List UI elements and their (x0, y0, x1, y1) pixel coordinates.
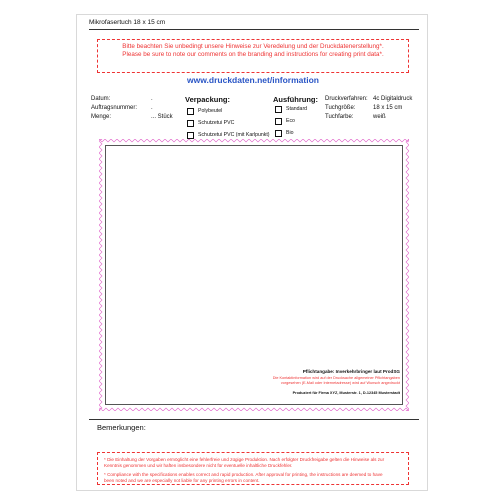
checkbox[interactable] (187, 132, 194, 139)
product-title: Mikrofasertuch 18 x 15 cm (89, 19, 166, 26)
proof-note-1: Die Kontaktinformation wird auf der Drucksache allgemeiner Pflichtangaben (272, 376, 400, 380)
checkbox[interactable] (275, 106, 282, 113)
print-method-value: 4c Digitaldruck (373, 96, 413, 102)
quantity-label: Menge: (91, 114, 112, 120)
spec-labels (325, 95, 368, 122)
proof-title: Pflichtangabe: Inverkehrbringer laut ProdSG (302, 369, 400, 374)
execution-option[interactable]: Standard (275, 103, 307, 115)
print-area (99, 139, 409, 411)
checkbox[interactable] (187, 120, 194, 127)
execution-heading: Ausführung: (273, 95, 318, 104)
order-number-value[interactable]: . (151, 105, 153, 111)
branding-notice (97, 39, 409, 73)
print-method-label: Druckverfahren: (325, 96, 368, 102)
packaging-heading: Verpackung: (185, 95, 231, 104)
packaging-option[interactable]: Schutzetui PVC (187, 117, 270, 129)
footer-de-2: Kenntnis genommen und wir haften insbesondere nicht für eventuelle inhaltliche Druckfehler. (104, 463, 293, 468)
packaging-options (187, 105, 270, 141)
cloth-color-label: Tuchfarbe: (325, 114, 354, 120)
remarks-divider (89, 419, 419, 420)
footer-de-1: * Die Einhaltung der Vorgaben ermöglicht eine fehlerfreie und zügige Produktion. Nach erfolgter Druckfreigabe gelten die Hinweise als zur (104, 457, 385, 462)
druckdaten-link[interactable]: www.druckdaten.net/information (187, 75, 319, 85)
order-info-labels (91, 95, 137, 122)
packaging-option[interactable]: Polybeutel (187, 105, 270, 117)
print-template-sheet (76, 14, 428, 491)
date-label: Datum: (91, 96, 111, 102)
proof-note-2: vorgesehen (E-Mail oder Internetadresse) wird auf Wunsch angedruckt (280, 381, 400, 385)
footer-disclaimer (97, 452, 409, 485)
checkbox[interactable] (275, 118, 282, 125)
order-number-label: Auftragsnummer: (91, 105, 138, 111)
quantity-value[interactable]: ... Stück (151, 114, 173, 120)
header-divider (89, 29, 419, 30)
order-info-values (151, 95, 173, 122)
producer-address: Produziert für Firma XYZ, Musterstr. 1, D-12345 Musterstadt (292, 391, 400, 395)
remarks-label: Bemerkungen: (97, 423, 146, 432)
packaging-option[interactable]: Schutzetui PVC (mit Karlpunkt) (187, 129, 270, 141)
execution-option[interactable]: Bio (275, 127, 307, 139)
cloth-size-label: Tuchgröße: (325, 105, 356, 111)
footer-en-1: * Compliance with the specifications enables correct and rapid production. After approval for printing, the instructions are deemed to have (104, 472, 383, 477)
cloth-color-value: weiß (373, 114, 386, 120)
execution-options (275, 103, 307, 139)
print-area-frame (105, 145, 403, 405)
cloth-size-value: 18 x 15 cm (373, 105, 403, 111)
footer-en-2: been noted and we are especially not liable for any printing errors in content. (104, 478, 260, 483)
spec-values (373, 95, 412, 122)
execution-option[interactable]: Eco (275, 115, 307, 127)
notice-text-de: Bitte beachten Sie unbedingt unsere Hinweise zur Veredelung und der Druckdatenerstellung*. (122, 43, 384, 50)
checkbox[interactable] (187, 108, 194, 115)
date-value[interactable]: . (151, 96, 153, 102)
checkbox[interactable] (275, 130, 282, 137)
notice-text-en: Please be sure to note our comments on the branding and instructions for creating print data*. (122, 51, 384, 58)
